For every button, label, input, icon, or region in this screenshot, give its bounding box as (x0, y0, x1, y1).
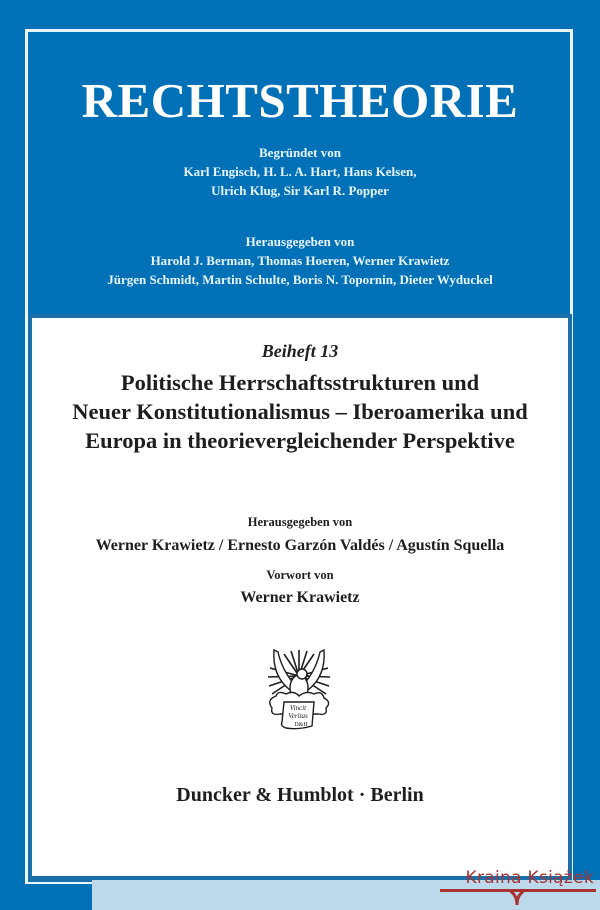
foreword-author: Werner Krawietz (240, 589, 360, 606)
book-icon (510, 891, 524, 905)
book-title-line: Neuer Konstitutionalismus – Iberoamerika und (72, 399, 528, 424)
founders-line: Ulrich Klug, Sir Karl R. Popper (211, 183, 389, 198)
eagle-emblem-icon (264, 646, 334, 732)
book-title (32, 368, 568, 455)
series-editors-label: Herausgegeben von (245, 234, 355, 249)
foreword-label: Vorwort von (266, 568, 334, 582)
founders-label: Begründet von (259, 145, 341, 160)
series-editors-line: Harold J. Berman, Thomas Hoeren, Werner Krawietz (150, 253, 450, 268)
cover-header (28, 32, 572, 314)
cover-panel (32, 318, 568, 876)
series-editors-line: Jürgen Schmidt, Martin Schulte, Boris N. Topornin, Dieter Wyduckel (107, 272, 493, 287)
book-title-line: Politische Herrschaftsstrukturen und (120, 370, 480, 395)
motto-line: Veritas (288, 712, 308, 720)
publisher: Duncker & Humblot · Berlin (176, 784, 424, 806)
series-editors-block (28, 232, 572, 289)
volume-label: Beiheft 13 (261, 341, 339, 361)
motto-line: D&H (294, 722, 308, 728)
founders-line: Karl Engisch, H. L. A. Hart, Hans Kelsen, (183, 164, 417, 179)
series-title: RECHTSTHEORIE (81, 73, 519, 128)
founders-block (28, 143, 572, 200)
book-editors-label: Herausgegeben von (247, 515, 353, 529)
watermark-text: Kraina Książek (465, 868, 594, 888)
book-title-line: Europa in theorievergleichender Perspektive (85, 428, 515, 453)
motto-line: Vincit (289, 704, 307, 712)
book-editors: Werner Krawietz / Ernesto Garzón Valdés / Agustín Squella (95, 537, 505, 554)
